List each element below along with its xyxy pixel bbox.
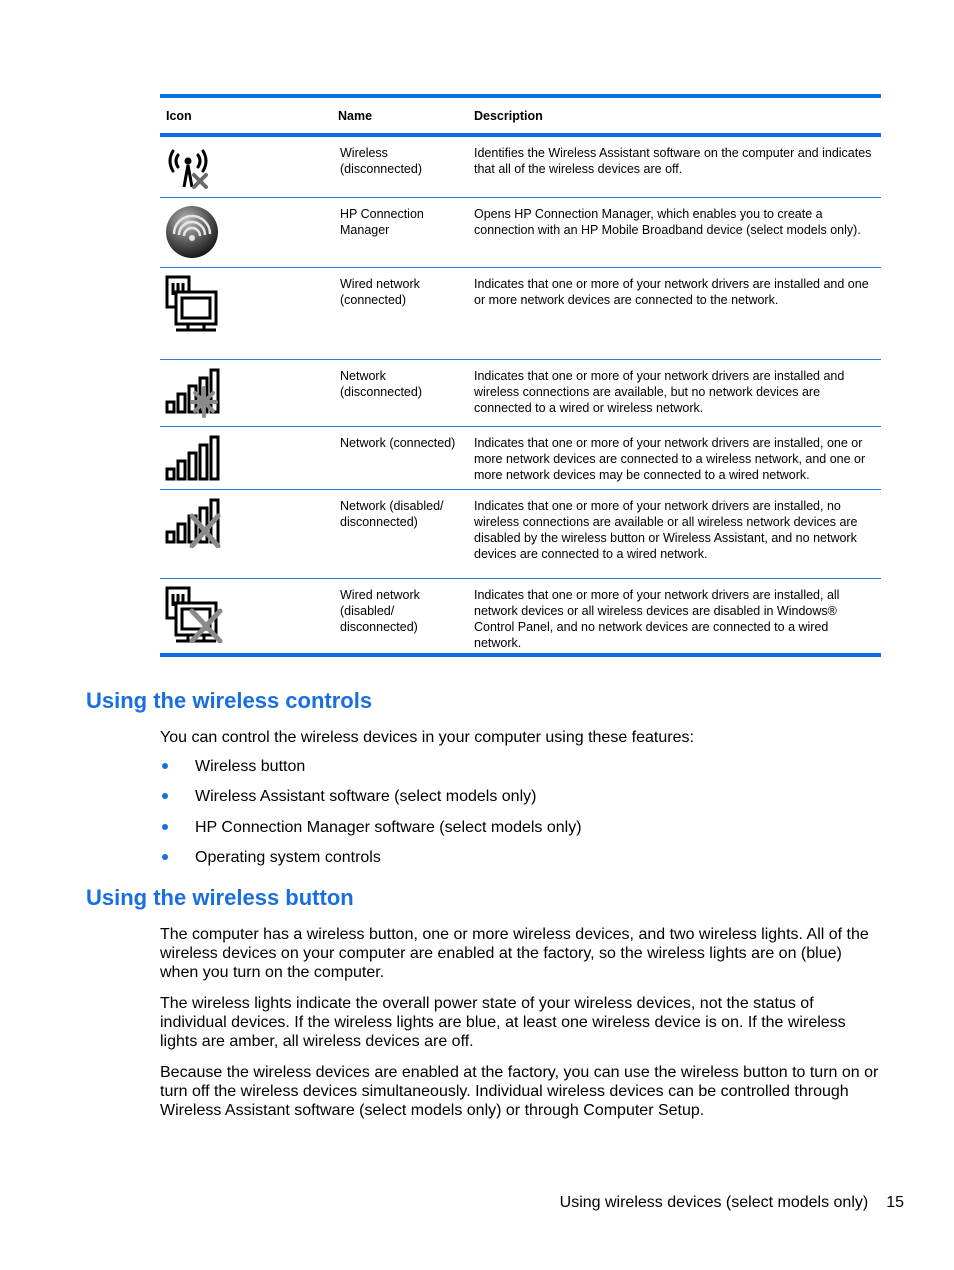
- paragraph: The wireless lights indicate the overall power state of your wireless devices, not the status of individual devices. If the wireless lights are blue, at least one wireless device is on. If the wireless lights are amber, all wireless devices are off.: [160, 995, 846, 1050]
- header-name: Name: [332, 96, 468, 135]
- list-item: HP Connection Manager software (select models only): [160, 818, 582, 848]
- row-description: Identifies the Wireless Assistant software on the computer and indicates that all of the wireless devices are off.: [468, 135, 881, 197]
- table-row: [160, 359, 881, 426]
- table-row: [160, 135, 881, 197]
- network-disconnected-icon: [164, 366, 222, 418]
- wired-network-connected-icon: [164, 274, 222, 332]
- row-description: Indicates that one or more of your network drivers are installed, one or more network devices are connected to a wireless network, and one or more network devices may be connected to a wired network.: [468, 426, 881, 489]
- row-description: Indicates that one or more of your network drivers are installed and wireless connections are available, but no network devices are connected to a wired or wireless network.: [468, 359, 881, 426]
- page-number: 15: [886, 1194, 904, 1211]
- page-footer: [560, 1193, 904, 1212]
- paragraph: The computer has a wireless button, one or more wireless devices, and two wireless lights. All of the wireless devices on your computer are enabled at the factory, so the wireless lights are on (blue) when you turn on the computer.: [160, 926, 869, 981]
- header-description: Description: [468, 96, 881, 135]
- bullet-icon: [162, 763, 168, 769]
- table-row: [160, 426, 881, 489]
- section-heading-wireless-button: Using the wireless button: [86, 885, 354, 910]
- hp-connection-manager-icon: [164, 204, 220, 260]
- network-disabled-icon: [164, 496, 222, 548]
- table-row: [160, 578, 881, 655]
- row-name: Network (disabled/ disconnected): [332, 489, 468, 578]
- bullet-icon: [162, 824, 168, 830]
- bullet-icon: [162, 793, 168, 799]
- row-description: Indicates that one or more of your network drivers are installed, all network devices or all wireless devices are disabled in Windows® Control Panel, and no network devices are connected to a wired network.: [468, 578, 881, 655]
- header-icon: Icon: [160, 96, 332, 135]
- row-name: Wired network (connected): [332, 267, 468, 359]
- section-heading-wireless-controls: Using the wireless controls: [86, 688, 373, 713]
- bullet-icon: [162, 854, 168, 860]
- list-item: Wireless button: [160, 757, 582, 787]
- features-list: [160, 757, 582, 878]
- icons-table: [160, 94, 881, 657]
- table-row: [160, 489, 881, 578]
- row-description: Opens HP Connection Manager, which enables you to create a connection with an HP Mobile Broadband device (select models only).: [468, 197, 881, 267]
- footer-text: Using wireless devices (select models only): [559, 1194, 869, 1211]
- table-row: [160, 267, 881, 359]
- row-name: Network (disconnected): [332, 359, 468, 426]
- row-description: Indicates that one or more of your network drivers are installed and one or more network devices are connected to the network.: [468, 267, 881, 359]
- list-item: Operating system controls: [160, 848, 582, 878]
- paragraph: Because the wireless devices are enabled at the factory, you can use the wireless button to turn on or turn off the wireless devices simultaneously. Individual wireless devices can be controlled through Wireless Assistant software (select models only) or through Computer Setup.: [160, 1064, 879, 1119]
- table-header-row: [160, 96, 881, 135]
- row-name: Network (connected): [332, 426, 468, 489]
- wireless-disconnected-icon: [164, 143, 212, 191]
- wired-network-disabled-icon: [164, 585, 224, 643]
- network-connected-icon: [164, 433, 222, 485]
- table-row: [160, 197, 881, 267]
- list-item: Wireless Assistant software (select models only): [160, 787, 582, 817]
- row-name: Wireless (disconnected): [332, 135, 468, 197]
- section-intro: You can control the wireless devices in your computer using these features:: [160, 729, 694, 746]
- row-name: Wired network (disabled/ disconnected): [332, 578, 468, 655]
- row-name: HP Connection Manager: [332, 197, 468, 267]
- row-description: Indicates that one or more of your network drivers are installed, no wireless connections are available or all wireless network devices are disabled by the wireless button or Wireless Assistant, and no network devices are connected to a wired network.: [468, 489, 881, 578]
